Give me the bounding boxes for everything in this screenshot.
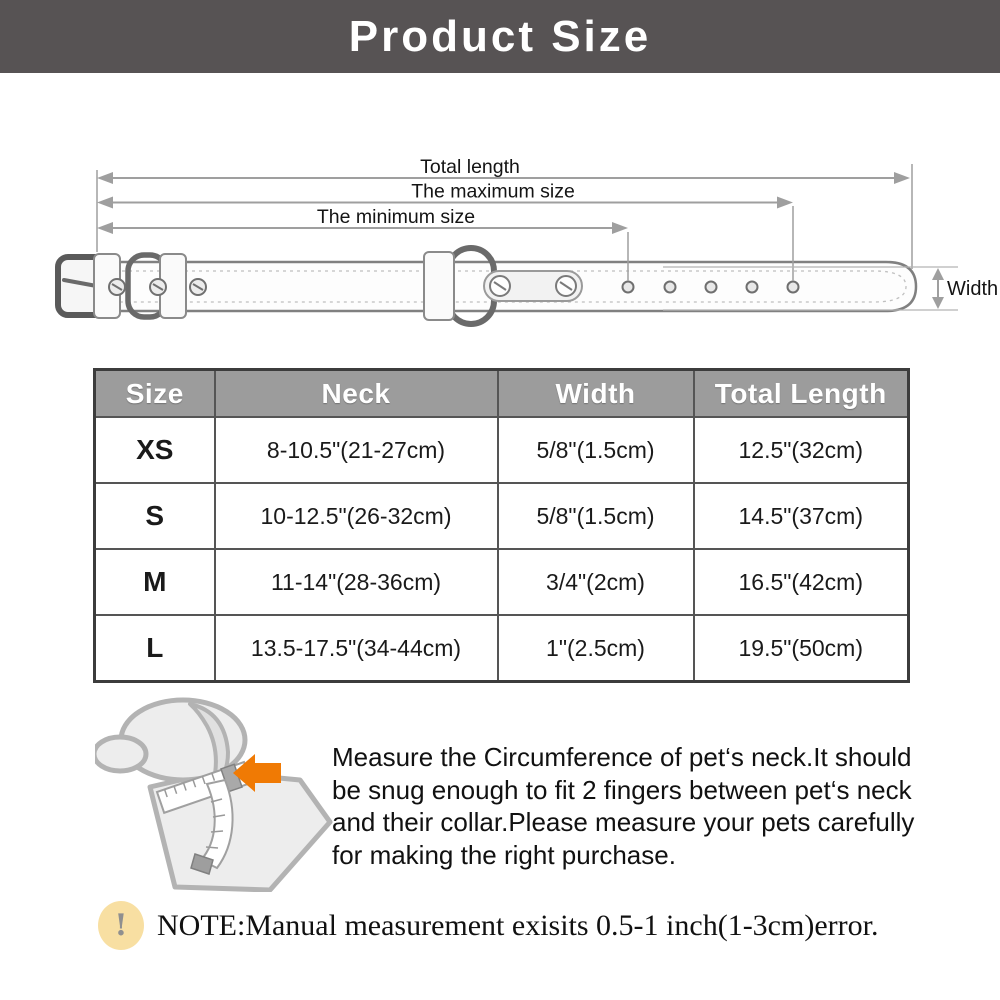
size-value: XS	[95, 417, 215, 483]
minimum-size-label: The minimum size	[316, 206, 476, 228]
table-row-l	[95, 615, 909, 682]
table-row-s	[95, 483, 909, 549]
column-header-width: Width	[498, 370, 694, 418]
maximum-size-label: The maximum size	[411, 180, 575, 203]
instruction-line: and their collar.Please measure your pets carefully	[332, 807, 915, 837]
width-value: 5/8"(1.5cm)	[498, 483, 694, 549]
d-ring-keeper	[424, 252, 454, 320]
instruction-line: be snug enough to fit 2 fingers between pet‘s neck	[332, 774, 912, 805]
neck-value: 13.5-17.5"(34-44cm)	[215, 615, 498, 682]
collar-illustration	[58, 248, 916, 324]
width-value: 3/4"(2cm)	[498, 549, 694, 615]
note-text: NOTE:Manual measurement exisits 0.5-1 inch(1-3cm)error.	[157, 908, 879, 942]
total-length-value: 12.5"(32cm)	[694, 417, 909, 483]
table-row-xs	[95, 417, 909, 483]
total-length-label: Total length	[420, 156, 520, 178]
collar-dimension-diagram	[0, 130, 1000, 360]
column-header-neck: Neck	[215, 370, 498, 418]
table-header-row	[95, 370, 909, 418]
total-length-value: 14.5"(37cm)	[694, 483, 909, 549]
size-value: L	[95, 615, 215, 682]
size-value: S	[95, 483, 215, 549]
neck-value: 11-14"(28-36cm)	[215, 549, 498, 615]
measuring-instructions	[332, 741, 914, 871]
instruction-line: for making the right purchase.	[332, 839, 676, 870]
page-title: Product Size	[348, 11, 652, 61]
exclamation-icon: !	[98, 901, 144, 950]
column-header-size: Size	[95, 370, 215, 418]
size-chart-table	[93, 368, 910, 683]
neck-value: 8-10.5"(21-27cm)	[215, 417, 498, 483]
table-row-m	[95, 549, 909, 615]
width-value: 5/8"(1.5cm)	[498, 417, 694, 483]
total-length-value: 16.5"(42cm)	[694, 549, 909, 615]
total-length-value: 19.5"(50cm)	[694, 615, 909, 682]
dimension-arrow-width	[932, 268, 944, 309]
size-value: M	[95, 549, 215, 615]
neck-value: 10-12.5"(26-32cm)	[215, 483, 498, 549]
dog-measuring-illustration	[95, 692, 360, 892]
header-banner	[0, 0, 1000, 73]
width-label: Width	[947, 278, 999, 300]
width-value: 1"(2.5cm)	[498, 615, 694, 682]
instruction-line: Measure the Circumference of pet‘s neck.It should	[332, 742, 912, 772]
note-section	[98, 901, 878, 950]
column-header-total-length: Total Length	[694, 370, 909, 418]
rivet-screws	[109, 279, 206, 295]
